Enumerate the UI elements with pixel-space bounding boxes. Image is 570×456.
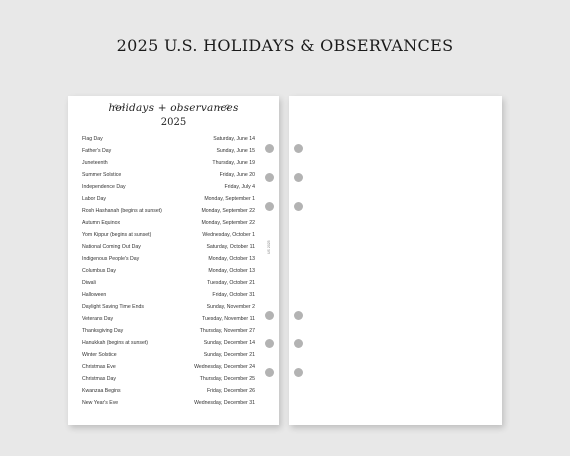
- holiday-name: Winter Solstice: [82, 352, 117, 358]
- insert-script-title: holidays + observances: [108, 102, 239, 114]
- holiday-date: Friday, December 26: [206, 388, 255, 394]
- holiday-name: Father's Day: [82, 148, 112, 154]
- holiday-name: Christmas Eve: [82, 364, 116, 370]
- banner-title: 2025 U.S. HOLIDAYS & OBSERVANCES: [116, 36, 454, 55]
- holiday-name: Thanksgiving Day: [82, 328, 124, 334]
- holiday-name: Summer Solstice: [82, 172, 122, 178]
- holiday-date: Monday, September 22: [201, 208, 255, 214]
- binder-hole: [294, 311, 303, 320]
- holiday-row: [82, 241, 255, 253]
- holiday-date: Tuesday, November 11: [202, 316, 255, 322]
- holiday-name: Rosh Hashanah (begins at sunset): [82, 208, 162, 214]
- binder-hole: [265, 173, 274, 182]
- holiday-row: [82, 157, 255, 169]
- binder-hole: [294, 368, 303, 377]
- holiday-date: Monday, October 13: [208, 268, 255, 274]
- holiday-date: Friday, June 20: [219, 172, 255, 178]
- holiday-row: [82, 289, 255, 301]
- holiday-name: Veterans Day: [82, 316, 114, 322]
- holiday-row: [82, 385, 255, 397]
- holiday-name: National Coming Out Day: [82, 244, 141, 250]
- holiday-name: Yom Kippur (begins at sunset): [82, 232, 152, 238]
- holiday-name: Independence Day: [82, 184, 126, 190]
- holiday-date: Saturday, June 14: [213, 136, 255, 142]
- binder-hole: [265, 144, 274, 153]
- holiday-row: [82, 265, 255, 277]
- holiday-name: Flag Day: [82, 136, 103, 142]
- holiday-name: Christmas Day: [82, 376, 117, 382]
- holiday-name: Diwali: [82, 280, 96, 286]
- binder-hole: [265, 202, 274, 211]
- holiday-row: [82, 349, 255, 361]
- holiday-name: Halloween: [82, 292, 107, 298]
- flourish-right-icon: [218, 102, 230, 112]
- holiday-row: [82, 313, 255, 325]
- holiday-date: Sunday, December 14: [203, 340, 255, 346]
- holiday-row: [82, 337, 255, 349]
- holiday-date: Saturday, October 11: [206, 244, 255, 250]
- holiday-name: Labor Day: [82, 196, 106, 202]
- holiday-date: Sunday, June 15: [216, 148, 255, 154]
- holiday-name: Kwanzaa Begins: [82, 388, 121, 394]
- binder-hole: [294, 173, 303, 182]
- planner-insert-front: [68, 96, 279, 425]
- holiday-list: [82, 133, 255, 409]
- holiday-date: Tuesday, October 21: [207, 280, 255, 286]
- holiday-date: Wednesday, October 1: [202, 232, 255, 238]
- holiday-date: Thursday, June 19: [212, 160, 255, 166]
- holiday-date: Monday, October 13: [208, 256, 255, 262]
- holiday-date: Thursday, December 25: [199, 376, 255, 382]
- holiday-date: Sunday, November 2: [206, 304, 255, 310]
- holiday-date: Monday, September 22: [201, 220, 255, 226]
- holiday-row: [82, 373, 255, 385]
- holiday-name: Hanukkah (begins at sunset): [82, 340, 149, 346]
- binder-hole: [265, 311, 274, 320]
- holiday-row: [82, 205, 255, 217]
- holiday-date: Wednesday, December 24: [194, 364, 255, 370]
- holiday-row: [82, 325, 255, 337]
- binder-hole: [265, 368, 274, 377]
- holiday-row: [82, 193, 255, 205]
- binder-hole: [294, 202, 303, 211]
- binder-hole: [294, 339, 303, 348]
- holiday-row: [82, 169, 255, 181]
- holiday-name: New Year's Eve: [82, 400, 119, 406]
- holiday-row: [82, 133, 255, 145]
- holiday-row: [82, 361, 255, 373]
- holiday-date: Monday, September 1: [204, 196, 255, 202]
- holiday-name: Daylight Saving Time Ends: [82, 304, 144, 310]
- binder-hole: [294, 144, 303, 153]
- holiday-date: Friday, July 4: [224, 184, 255, 190]
- holiday-name: Juneteenth: [82, 160, 108, 166]
- holiday-row: [82, 277, 255, 289]
- holiday-row: [82, 301, 255, 313]
- holiday-date: Thursday, November 27: [199, 328, 255, 334]
- binder-hole: [265, 339, 274, 348]
- holiday-name: Columbus Day: [82, 268, 117, 274]
- insert-year: 2025: [160, 117, 187, 128]
- holiday-name: Autumn Equinox: [82, 220, 121, 226]
- insert-side-mark: US 2025: [267, 240, 271, 254]
- holiday-date: Sunday, December 21: [203, 352, 255, 358]
- holiday-row: [82, 145, 255, 157]
- holiday-name: Indigenous People's Day: [82, 256, 140, 262]
- holiday-row: [82, 397, 255, 409]
- holiday-row: [82, 181, 255, 193]
- holiday-date: Wednesday, December 31: [194, 400, 255, 406]
- planner-insert-back: [289, 96, 502, 425]
- holiday-row: [82, 253, 255, 265]
- holiday-row: [82, 217, 255, 229]
- holiday-row: [82, 229, 255, 241]
- holiday-date: Friday, October 31: [212, 292, 255, 298]
